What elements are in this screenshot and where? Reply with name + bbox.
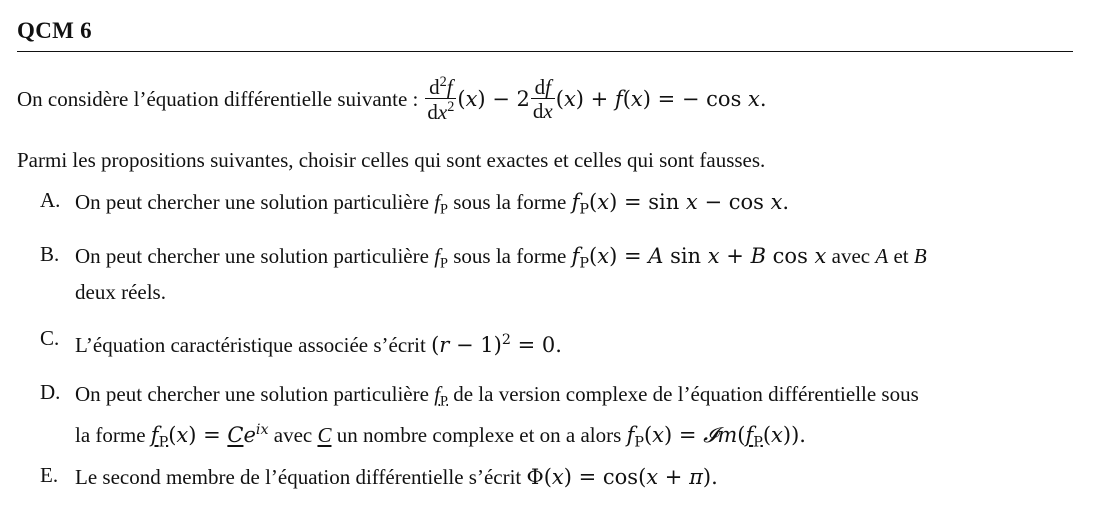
frac1-denominator: $dx^2$ xyxy=(427,98,455,124)
math-expression: $f_P(x) = A$ sin x + B cos x xyxy=(571,244,827,272)
proposition-c xyxy=(40,326,1075,360)
text-segment: sous la forme xyxy=(453,244,567,268)
instructions: Parmi les propositions suivantes, choisir celles qui sont exactes et celles qui sont fausses. xyxy=(17,148,766,172)
text-segment: On peut chercher une solution particulière xyxy=(75,382,429,406)
proposition-letter: E. xyxy=(40,463,59,487)
math-expression: $f_P(x) = Ce^{ix}$ xyxy=(150,422,269,451)
math-b: B xyxy=(913,244,927,268)
frac1-numerator: $d^2f$ xyxy=(429,74,453,99)
statement-text: On considère l’équation différentielle suivante : xyxy=(17,86,419,111)
proposition-b xyxy=(40,242,1075,307)
text-segment: Le second membre de l’équation différentielle s’écrit xyxy=(75,465,522,489)
second-derivative-fraction xyxy=(425,75,456,124)
text-segment: et xyxy=(893,244,909,268)
math-expression: $f_P(x)$ = $𝓘m(f_P(x))$. xyxy=(626,423,806,451)
math-c: C xyxy=(317,423,332,448)
first-derivative-fraction xyxy=(531,76,555,123)
math-a: A xyxy=(875,244,889,268)
question-title: QCM 6 xyxy=(17,18,92,43)
text-segment: un nombre complexe et on a alors xyxy=(336,423,622,448)
math-fp: $f_P$ xyxy=(434,190,448,218)
math-expression: $f_P(x) = \sin x - \cos x$. xyxy=(571,190,790,218)
problem-statement xyxy=(17,75,767,124)
proposition-text xyxy=(75,188,1075,224)
text-segment: avec xyxy=(273,423,313,448)
proposition-text xyxy=(75,463,1075,492)
equation-tail: (x) + f(x) = − cos x. xyxy=(555,87,767,112)
proposition-letter: A. xyxy=(40,188,61,212)
proposition-text xyxy=(75,326,1075,360)
math-complex-fp: $f_P$ xyxy=(434,382,448,410)
title-divider xyxy=(17,51,1073,52)
text-segment: avec xyxy=(831,244,871,268)
text-segment: de la version complexe de l’équation différentielle sous xyxy=(453,382,919,406)
text-segment: la forme xyxy=(75,423,146,448)
math-expression: Φ(x) = cos(x + π). xyxy=(526,465,718,489)
frac2-numerator: df xyxy=(534,74,551,99)
text-segment: deux réels. xyxy=(75,280,166,305)
proposition-text xyxy=(75,380,1075,457)
frac2-denominator: dx xyxy=(532,98,553,123)
text-segment: On peut chercher une solution particulière xyxy=(75,244,429,268)
math-expression: $(r - 1)^2 = 0$. xyxy=(431,332,562,357)
proposition-text xyxy=(75,242,1075,307)
proposition-a xyxy=(40,188,1075,224)
text-segment: On peut chercher une solution particulière xyxy=(75,190,429,214)
text-segment: sous la forme xyxy=(453,190,567,214)
proposition-d xyxy=(40,380,1075,457)
proposition-e xyxy=(40,463,1075,492)
proposition-letter: C. xyxy=(40,326,60,350)
proposition-letter: B. xyxy=(40,242,60,266)
math-fp: $f_P$ xyxy=(434,244,448,272)
text-segment: L’équation caractéristique associée s’écrit xyxy=(75,332,426,357)
proposition-letter: D. xyxy=(40,380,61,404)
equation-middle: (x) − 2 xyxy=(457,87,530,112)
